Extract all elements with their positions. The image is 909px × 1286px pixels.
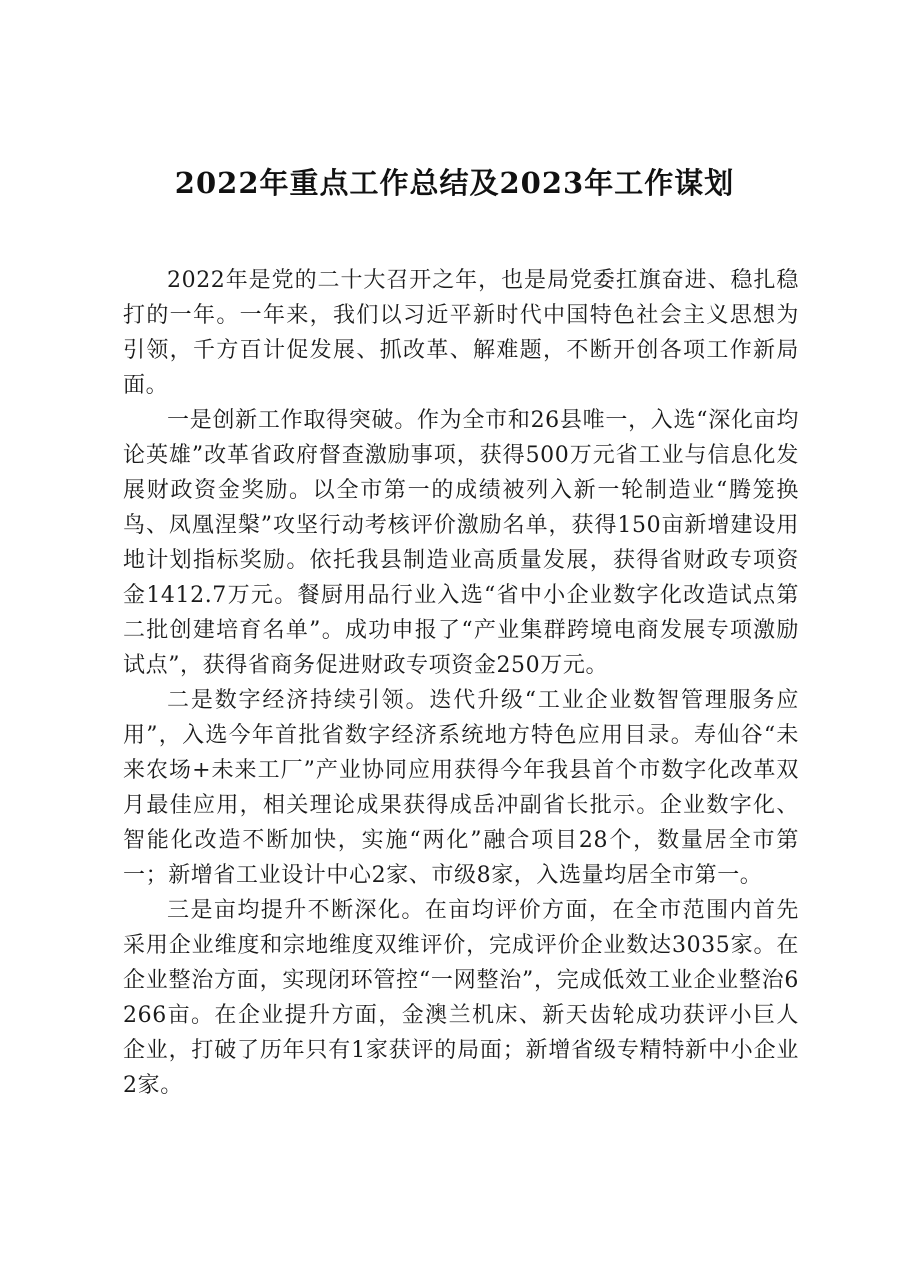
paragraph-intro: 2022年是党的二十大召开之年，也是局党委扛旗奋进、稳扎稳打的一年。一年来，我们以习近平新时代中国特色社会主义思想为引领，千方百计促发展、抓改革、解难题，不断开创各项工作新局面。: [123, 268, 799, 398]
document-body: [123, 263, 799, 1103]
paragraph-per-mu-efficiency: 三是亩均提升不断深化。在亩均评价方面，在全市范围内首先采用企业维度和宗地维度双维评价，完成评价企业数达3035家。在企业整治方面，实现闭环管控“一网整治”，完成低效工业企业整治6266亩。在企业提升方面，金澳兰机床、新天齿轮成功获评小巨人企业，打破了历年只有1家获评的局面；新增省级专精特新中小企业2家。: [123, 898, 799, 1098]
paragraph-digital-economy: 二是数字经济持续引领。迭代升级“工业企业数智管理服务应用”，入选今年首批省数字经济系统地方特色应用目录。寿仙谷“未来农场+未来工厂”产业协同应用获得今年我县首个市数字化改革双月最佳应用，相关理论成果获得成岳冲副省长批示。企业数字化、智能化改造不断加快，实施“两化”融合项目28个，数量居全市第一；新增省工业设计中心2家、市级8家，入选量均居全市第一。: [123, 688, 799, 888]
document-title: 2022年重点工作总结及2023年工作谋划: [174, 166, 735, 200]
paragraph-innovation: 一是创新工作取得突破。作为全市和26县唯一，入选“深化亩均论英雄”改革省政府督查激励事项，获得500万元省工业与信息化发展财政资金奖励。以全市第一的成绩被列入新一轮制造业“腾笼换鸟、凤凰涅槃”攻坚行动考核评价激励名单，获得150亩新增建设用地计划指标奖励。依托我县制造业高质量发展，获得省财政专项资金1412.7万元。餐厨用品行业入选“省中小企业数字化改造试点第二批创建培育名单”。成功申报了“产业集群跨境电商发展专项激励试点”，获得省商务促进财政专项资金250万元。: [123, 408, 799, 678]
